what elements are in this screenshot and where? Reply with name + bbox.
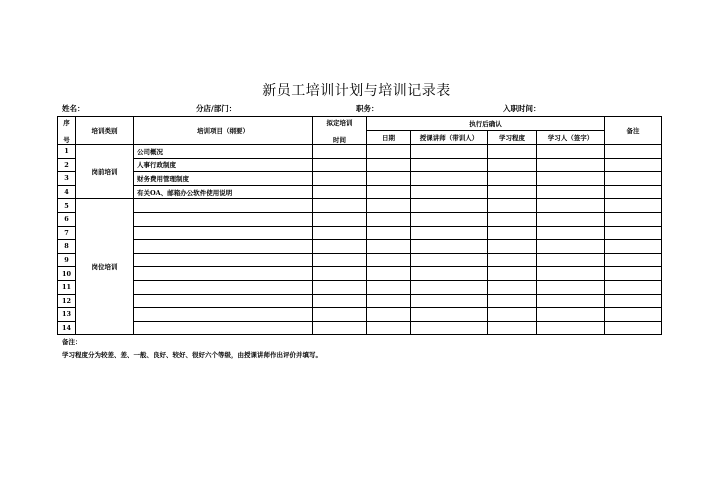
learner-cell bbox=[537, 185, 605, 199]
learner-cell bbox=[537, 321, 605, 335]
name-label: 姓名： bbox=[62, 104, 85, 113]
level-cell bbox=[488, 267, 537, 281]
row-number: 12 bbox=[58, 294, 76, 308]
remarks-cell bbox=[605, 145, 662, 159]
trainer-cell bbox=[411, 321, 488, 335]
date-cell bbox=[367, 253, 411, 267]
join-date-label: 入职时间： bbox=[503, 104, 541, 113]
trainer-cell bbox=[411, 172, 488, 186]
row-number: 5 bbox=[58, 199, 76, 213]
seq-header-bottom: 号 bbox=[63, 135, 70, 144]
planned-time-header-bottom: 时间 bbox=[333, 135, 346, 144]
remarks-cell bbox=[605, 240, 662, 254]
trainer-cell bbox=[411, 253, 488, 267]
planned-time-header-top: 拟定培训 bbox=[326, 118, 353, 127]
table-row bbox=[58, 212, 662, 226]
table-row bbox=[58, 267, 662, 281]
training-item bbox=[134, 294, 313, 308]
planned-time-cell bbox=[313, 199, 367, 213]
planned-time-cell bbox=[313, 158, 367, 172]
date-cell bbox=[367, 185, 411, 199]
category-header: 培训类别 bbox=[76, 117, 134, 145]
date-header: 日期 bbox=[367, 131, 411, 145]
trainer-cell bbox=[411, 294, 488, 308]
category-on-job: 岗位培训 bbox=[76, 199, 134, 335]
learner-cell bbox=[537, 308, 605, 322]
row-number: 8 bbox=[58, 240, 76, 254]
planned-time-cell bbox=[313, 185, 367, 199]
trainer-header: 授课讲师（带训人） bbox=[411, 131, 488, 145]
level-cell bbox=[488, 280, 537, 294]
planned-time-header bbox=[313, 117, 367, 145]
row-number: 10 bbox=[58, 267, 76, 281]
learner-cell bbox=[537, 240, 605, 254]
remarks-cell bbox=[605, 172, 662, 186]
learner-cell bbox=[537, 145, 605, 159]
table-row bbox=[58, 199, 662, 213]
table-row bbox=[58, 172, 662, 186]
learner-cell bbox=[537, 226, 605, 240]
learner-header: 学习人（签字） bbox=[537, 131, 605, 145]
trainer-cell bbox=[411, 212, 488, 226]
remarks-header: 备注 bbox=[605, 117, 662, 145]
planned-time-cell bbox=[313, 294, 367, 308]
training-item bbox=[134, 280, 313, 294]
planned-time-cell bbox=[313, 172, 367, 186]
branch-label: 分店/部门： bbox=[196, 104, 237, 113]
remarks-cell bbox=[605, 253, 662, 267]
header-row-1 bbox=[58, 117, 662, 131]
date-cell bbox=[367, 158, 411, 172]
row-number: 7 bbox=[58, 226, 76, 240]
remarks-cell bbox=[605, 321, 662, 335]
remarks-cell bbox=[605, 294, 662, 308]
table-row bbox=[58, 280, 662, 294]
training-item: 财务费用管理制度 bbox=[134, 172, 313, 186]
remarks-cell bbox=[605, 267, 662, 281]
training-item bbox=[134, 226, 313, 240]
learner-cell bbox=[537, 199, 605, 213]
learner-cell bbox=[537, 294, 605, 308]
row-number: 11 bbox=[58, 280, 76, 294]
training-record-table bbox=[57, 116, 662, 335]
planned-time-cell bbox=[313, 212, 367, 226]
level-cell bbox=[488, 308, 537, 322]
confirm-header: 执行后确认 bbox=[367, 117, 605, 131]
trainer-cell bbox=[411, 199, 488, 213]
planned-time-cell bbox=[313, 145, 367, 159]
date-cell bbox=[367, 199, 411, 213]
date-cell bbox=[367, 321, 411, 335]
learner-cell bbox=[537, 212, 605, 226]
planned-time-cell bbox=[313, 240, 367, 254]
remarks-cell bbox=[605, 212, 662, 226]
level-cell bbox=[488, 158, 537, 172]
row-number: 13 bbox=[58, 308, 76, 322]
level-cell bbox=[488, 185, 537, 199]
table-row bbox=[58, 185, 662, 199]
learner-cell bbox=[537, 172, 605, 186]
seq-header bbox=[58, 117, 76, 145]
seq-header-top: 序 bbox=[63, 118, 70, 127]
trainer-cell bbox=[411, 308, 488, 322]
training-item: 人事行政制度 bbox=[134, 158, 313, 172]
remarks-cell bbox=[605, 199, 662, 213]
trainer-cell bbox=[411, 158, 488, 172]
level-cell bbox=[488, 172, 537, 186]
table-row bbox=[58, 253, 662, 267]
row-number: 14 bbox=[58, 321, 76, 335]
row-number: 1 bbox=[58, 145, 76, 159]
trainer-cell bbox=[411, 280, 488, 294]
notes-text: 学习程度分为较差、差、一般、良好、较好、很好六个等级，由授课讲师作出评价并填写。 bbox=[62, 351, 322, 359]
level-cell bbox=[488, 145, 537, 159]
training-item bbox=[134, 253, 313, 267]
table-row bbox=[58, 321, 662, 335]
planned-time-cell bbox=[313, 253, 367, 267]
level-cell bbox=[488, 199, 537, 213]
training-item bbox=[134, 308, 313, 322]
table-row bbox=[58, 145, 662, 159]
trainer-cell bbox=[411, 145, 488, 159]
planned-time-cell bbox=[313, 280, 367, 294]
learner-cell bbox=[537, 280, 605, 294]
level-cell bbox=[488, 226, 537, 240]
learner-cell bbox=[537, 253, 605, 267]
date-cell bbox=[367, 308, 411, 322]
category-pre-job: 岗前培训 bbox=[76, 145, 134, 199]
training-item bbox=[134, 321, 313, 335]
planned-time-cell bbox=[313, 308, 367, 322]
item-header: 培训项目（纲要） bbox=[134, 117, 313, 145]
remarks-cell bbox=[605, 308, 662, 322]
date-cell bbox=[367, 280, 411, 294]
date-cell bbox=[367, 240, 411, 254]
table-row bbox=[58, 240, 662, 254]
row-number: 4 bbox=[58, 185, 76, 199]
trainer-cell bbox=[411, 226, 488, 240]
learner-cell bbox=[537, 267, 605, 281]
planned-time-cell bbox=[313, 267, 367, 281]
level-cell bbox=[488, 294, 537, 308]
trainer-cell bbox=[411, 267, 488, 281]
row-number: 2 bbox=[58, 158, 76, 172]
table-row bbox=[58, 308, 662, 322]
date-cell bbox=[367, 145, 411, 159]
learner-cell bbox=[537, 158, 605, 172]
date-cell bbox=[367, 226, 411, 240]
planned-time-cell bbox=[313, 321, 367, 335]
table-row bbox=[58, 158, 662, 172]
table-row bbox=[58, 226, 662, 240]
notes-label: 备注： bbox=[62, 338, 82, 346]
row-number: 3 bbox=[58, 172, 76, 186]
position-label: 职务： bbox=[356, 104, 379, 113]
level-header: 学习程度 bbox=[488, 131, 537, 145]
planned-time-cell bbox=[313, 226, 367, 240]
training-item bbox=[134, 240, 313, 254]
date-cell bbox=[367, 172, 411, 186]
row-number: 9 bbox=[58, 253, 76, 267]
training-item bbox=[134, 212, 313, 226]
remarks-cell bbox=[605, 185, 662, 199]
trainer-cell bbox=[411, 185, 488, 199]
remarks-cell bbox=[605, 280, 662, 294]
page-title: 新员工培训计划与培训记录表 bbox=[262, 83, 451, 99]
trainer-cell bbox=[411, 240, 488, 254]
level-cell bbox=[488, 321, 537, 335]
row-number: 6 bbox=[58, 212, 76, 226]
date-cell bbox=[367, 212, 411, 226]
level-cell bbox=[488, 212, 537, 226]
remarks-cell bbox=[605, 226, 662, 240]
training-item: 公司概况 bbox=[134, 145, 313, 159]
training-item bbox=[134, 267, 313, 281]
training-item bbox=[134, 199, 313, 213]
training-item: 有关OA、邮箱办公软件使用说明 bbox=[134, 185, 313, 199]
date-cell bbox=[367, 294, 411, 308]
remarks-cell bbox=[605, 158, 662, 172]
level-cell bbox=[488, 253, 537, 267]
date-cell bbox=[367, 267, 411, 281]
table-row bbox=[58, 294, 662, 308]
level-cell bbox=[488, 240, 537, 254]
